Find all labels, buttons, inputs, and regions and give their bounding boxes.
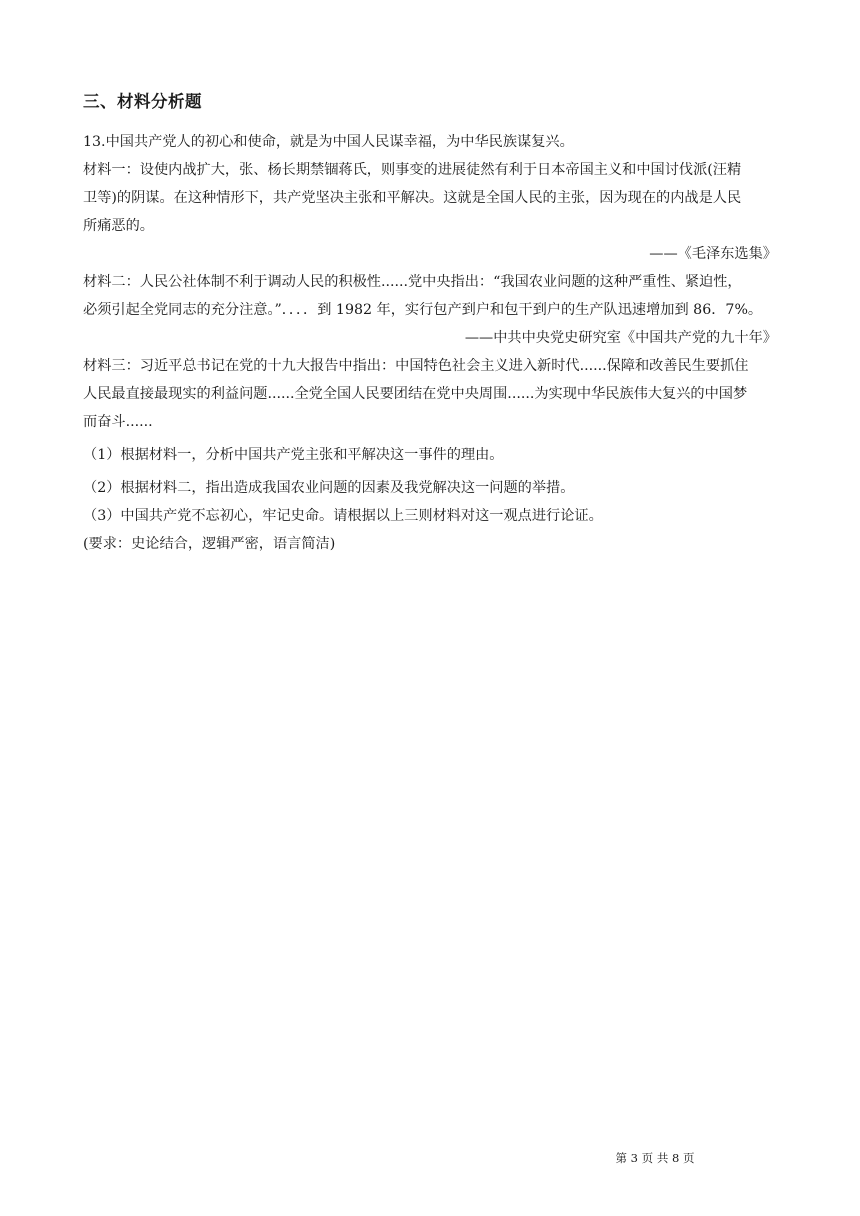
material1-source: ——《毛泽东选集》 bbox=[649, 246, 777, 262]
material1-line-1: 材料一：设使内战扩大，张、杨长期禁锢蒋氏，则事变的进展徒然有利于日本帝国主义和中国讨伐派(汪精 bbox=[83, 162, 742, 178]
answer-requirement: (要求：史论结合，逻辑严密，语言简洁) bbox=[83, 536, 336, 552]
material2-line-2: 必须引起全党同志的充分注意。”．．．．到 1982 年，实行包产到户和包干到户的生产队迅速增加到 86．7%。 bbox=[83, 302, 763, 318]
question-stem: 13.中国共产党人的初心和使命，就是为中国人民谋幸福，为中华民族谋复兴。 bbox=[83, 134, 574, 150]
material1-line-2: 卫等)的阴谋。在这种情形下，共产党坚决主张和平解决。这就是全国人民的主张，因为现在的内战是人民 bbox=[83, 190, 742, 206]
material2-source: ——中共中央党史研究室《中国共产党的九十年》 bbox=[464, 330, 777, 346]
sub-question-2: （2）根据材料二，指出造成我国农业问题的因素及我党解决这一问题的举措。 bbox=[83, 480, 575, 496]
section-title: 三、材料分析题 bbox=[83, 92, 202, 111]
material3-line-1: 材料三：习近平总书记在党的十九大报告中指出：中国特色社会主义进入新时代......保障和改善民生要抓住 bbox=[83, 358, 749, 374]
material3-line-2: 人民最直接最现实的利益问题......全党全国人民要团结在党中央周围......为实现中华民族伟大复兴的中国梦 bbox=[83, 386, 748, 402]
material2-line-1: 材料二：人民公社体制不利于调动人民的积极性......党中央指出：“我国农业问题的这种严重性、紧迫性， bbox=[83, 274, 742, 290]
material3-line-3: 而奋斗...... bbox=[83, 414, 153, 430]
question-block bbox=[83, 128, 777, 558]
page-number: 第 3 页 共 8 页 bbox=[615, 1151, 695, 1165]
sub-question-3: （3）中国共产党不忘初心，牢记史命。请根据以上三则材料对这一观点进行论证。 bbox=[83, 508, 603, 524]
material1-line-3: 所痛恶的。 bbox=[83, 218, 154, 234]
sub-question-1: （1）根据材料一，分析中国共产党主张和平解决这一事件的理由。 bbox=[83, 447, 504, 463]
